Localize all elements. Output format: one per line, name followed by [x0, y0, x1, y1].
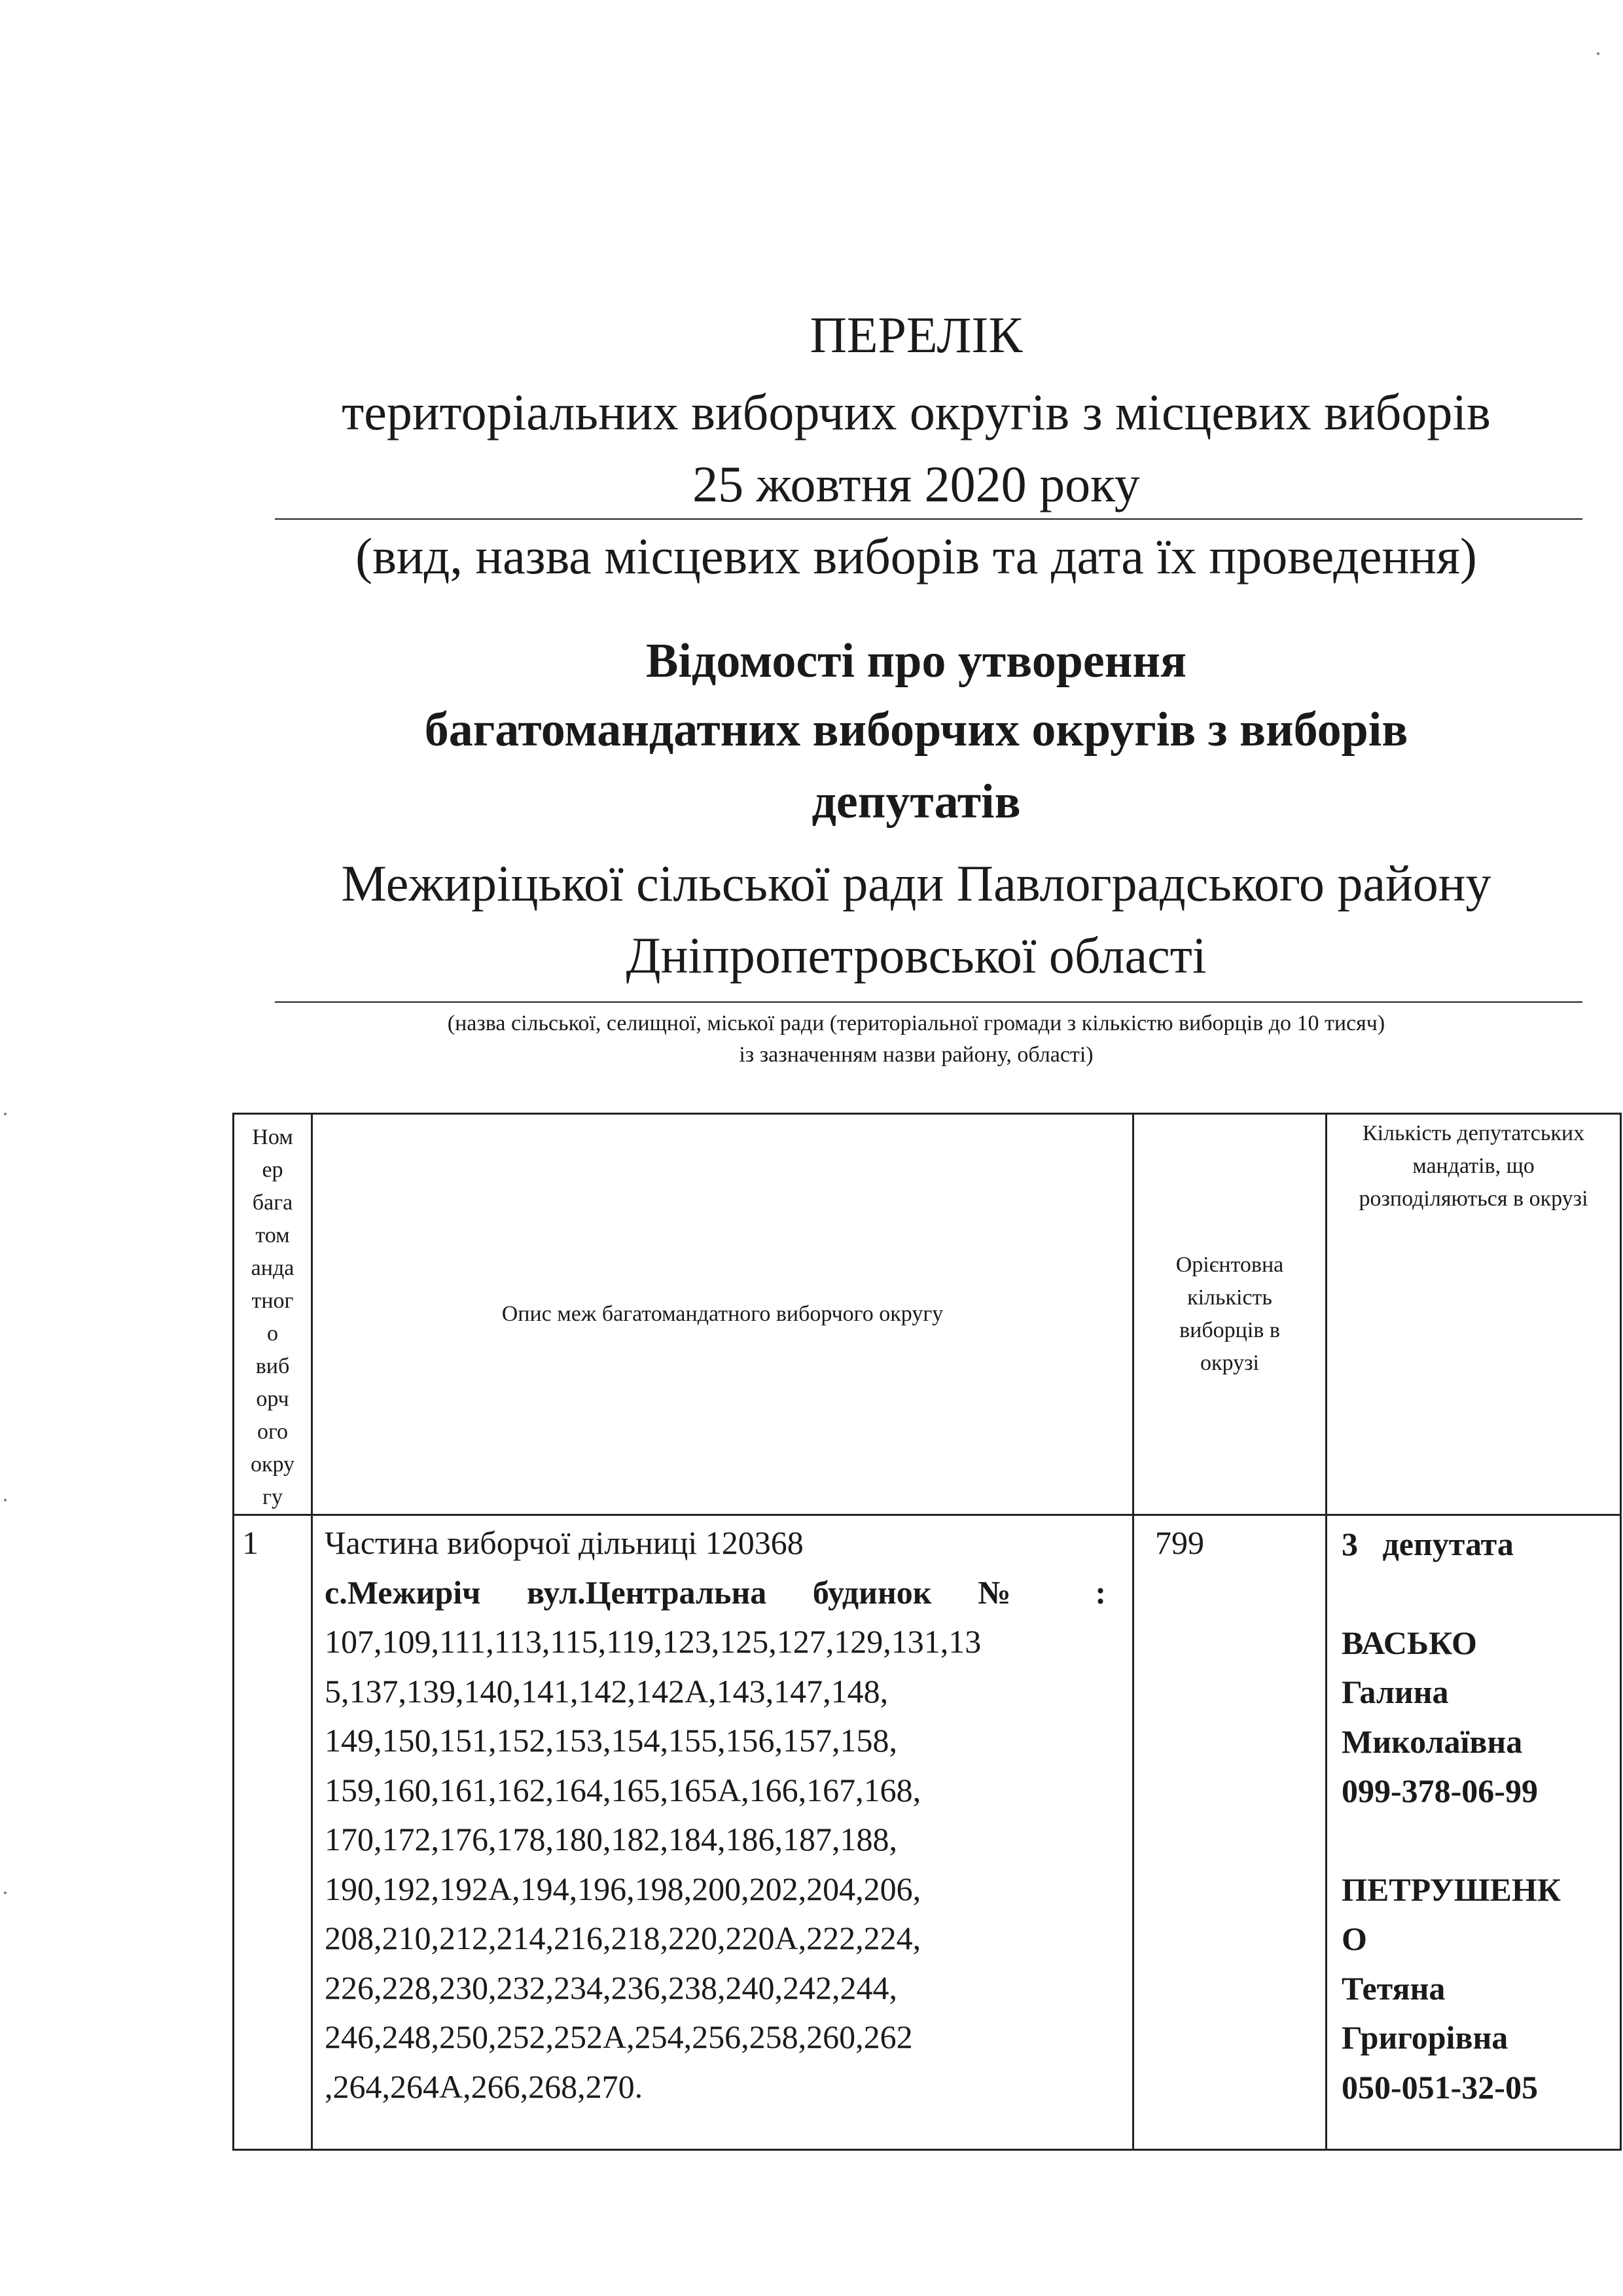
- subtitle-bold-line1: Відомості про утворення: [645, 634, 1187, 688]
- deputy-phone: 050-051-32-05: [1342, 2068, 1538, 2106]
- mandates-count: 3 депутата: [1342, 1526, 1514, 1562]
- council-name-line2: Дніпропетровської області: [626, 927, 1207, 984]
- house-numbers-line: 5,137,139,140,141,142,142А,143,147,148,: [325, 1672, 889, 1710]
- house-numbers-line: ,264,264А,266,268,270.: [325, 2068, 643, 2105]
- council-note-line2: із зазначенням назви району, області): [739, 1043, 1094, 1067]
- house-numbers-line: 107,109,111,113,115,119,123,125,127,129,131,13: [325, 1623, 982, 1660]
- doc-title-line2: територіальних виборчих округів з місцевих виборів: [342, 384, 1491, 440]
- voters-count: 799: [1133, 1515, 1327, 2150]
- deputy-patronymic: Григорівна: [1342, 2019, 1508, 2056]
- doc-title-date: 25 жовтня 2020 року: [692, 456, 1140, 512]
- street-line: с.Межиріч вул.Центральна будинок № :: [325, 1573, 1106, 1611]
- doc-title: ПЕРЕЛІК: [810, 306, 1023, 363]
- title-underline: [275, 518, 1582, 520]
- scan-speck: [4, 1499, 7, 1501]
- deputy-phone: 099-378-06-99: [1342, 1772, 1538, 1809]
- header-description: Опис меж багатомандатного виборчого округу: [312, 1114, 1133, 1515]
- council-name-line1: Межиріцької сільської ради Павлоградського району: [341, 855, 1491, 912]
- table-row: [234, 1515, 1621, 2150]
- scan-speck: [4, 1113, 7, 1115]
- house-numbers-line: 190,192,192А,194,196,198,200,202,204,206,: [325, 1870, 921, 1907]
- spacer: [1342, 1570, 1609, 1619]
- subtitle-bold-line2: багатомандатних виборчих округів з виборів: [424, 703, 1408, 757]
- house-numbers-line: 170,172,176,178,180,182,184,186,187,188,: [325, 1821, 897, 1857]
- polling-station-line: Частина виборчої дільниці 120368: [325, 1524, 804, 1561]
- spacer: [1342, 1816, 1609, 1865]
- house-numbers-line: 159,160,161,162,164,165,165А,166,167,168,: [325, 1771, 921, 1808]
- table-header-row: [234, 1114, 1621, 1515]
- house-numbers-line: 226,228,230,232,234,236,238,240,242,244,: [325, 1969, 897, 2006]
- header-district-number: Ном ер бага том анда тног о виб орч ого окру гу: [234, 1114, 312, 1515]
- district-number: 1: [234, 1515, 312, 2150]
- scan-speck: [4, 1892, 7, 1894]
- council-note-line1: (назва сільської, селищної, міської ради (територіальної громади з кількістю виборців до 10 тисяч): [447, 1011, 1385, 1035]
- districts-table: [232, 1113, 1622, 2151]
- deputy-name: Тетяна: [1342, 1969, 1446, 2007]
- district-description: [312, 1515, 1133, 2150]
- house-numbers-line: 149,150,151,152,153,154,155,156,157,158,: [325, 1722, 897, 1759]
- subtitle-bold-line3: депутатів: [812, 775, 1021, 829]
- deputy-surname: ПЕТРУШЕНК: [1342, 1871, 1561, 1908]
- scan-speck: [1597, 52, 1599, 55]
- deputy-name: Галина: [1342, 1674, 1449, 1710]
- header-voters: Орієнтовна кількість виборців в окрузі: [1133, 1114, 1327, 1515]
- deputy-surname: ВАСЬКО: [1342, 1624, 1477, 1661]
- mandates-cell: [1327, 1515, 1621, 2150]
- header-mandates: Кількість депутатських мандатів, що розподіляються в окрузі: [1327, 1114, 1621, 1515]
- house-numbers-line: 246,248,250,252,252А,254,256,258,260,262: [325, 2018, 913, 2055]
- council-underline: [275, 1001, 1582, 1003]
- title-caption: (вид, назва місцевих виборів та дата їх проведення): [355, 528, 1477, 584]
- house-numbers-line: 208,210,212,214,216,218,220,220А,222,224,: [325, 1920, 921, 1956]
- deputy-patronymic: Миколаївна: [1342, 1723, 1523, 1760]
- deputy-surname-cont: О: [1342, 1920, 1367, 1957]
